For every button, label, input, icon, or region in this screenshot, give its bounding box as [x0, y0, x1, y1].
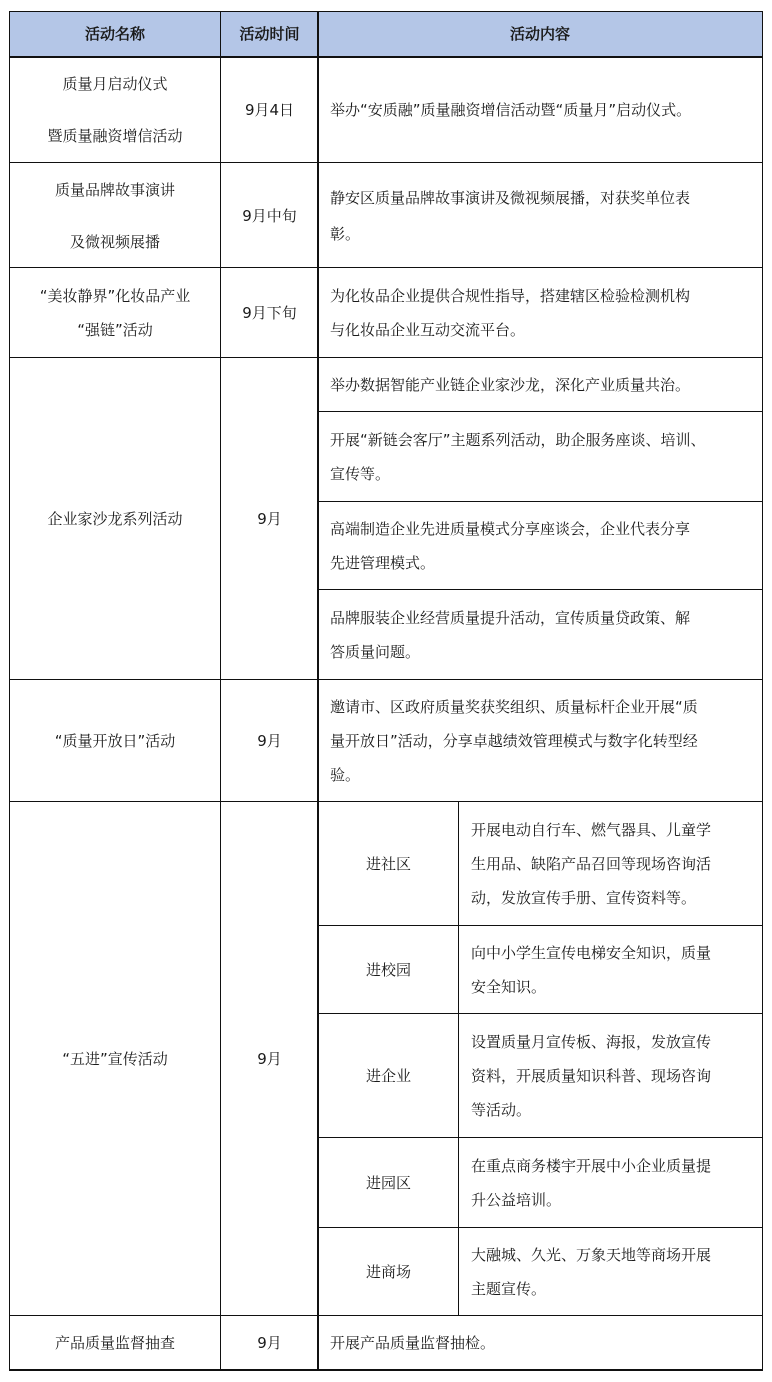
vline-right — [762, 11, 763, 1371]
row5-name: “质量开放日”活动 — [54, 732, 176, 750]
row6-sub5-label: 进商场 — [365, 1263, 411, 1281]
hline-r2 — [9, 267, 763, 268]
hline-r6b — [318, 1013, 763, 1014]
hline-r6c — [318, 1137, 763, 1138]
row5-content-line1: 邀请市、区政府质量奖获奖组织、质量标杆企业开展“质 — [330, 698, 698, 716]
row2-name — [9, 163, 221, 268]
row6-name: “五进”宣传活动 — [62, 1050, 168, 1068]
hline-top — [9, 11, 763, 12]
vline-col2 — [317, 11, 319, 1371]
row6-sub3-label: 进企业 — [365, 1067, 411, 1085]
vline-col1 — [220, 11, 221, 1371]
row2-content-line1: 静安区质量品牌故事演讲及微视频展播，对获奖单位表 — [330, 188, 691, 207]
row4-sub3-line2: 先进管理模式。 — [330, 554, 436, 572]
row1-content: 举办“安质融”质量融资增信活动暨“质量月”启动仪式。 — [330, 101, 692, 119]
row6-sub5-line2: 主题宣传。 — [471, 1280, 547, 1298]
hline-r6d — [318, 1227, 763, 1228]
row5-time: 9月 — [257, 732, 282, 750]
row7-time: 9月 — [257, 1334, 282, 1352]
row6-sub3-line3: 等活动。 — [471, 1101, 532, 1119]
hline-header — [9, 56, 763, 58]
hline-r6 — [9, 1315, 763, 1316]
row6-time: 9月 — [257, 1050, 282, 1068]
row6-sub4-content — [459, 1138, 762, 1228]
row2-content — [318, 163, 762, 268]
row4-sub2-line2: 宣传等。 — [330, 465, 391, 483]
row4-sub2 — [318, 412, 762, 502]
header-time: 活动时间 — [221, 11, 318, 57]
row3-name — [9, 268, 221, 358]
row6-sub2-content — [459, 926, 762, 1014]
row1-name-line2: 暨质量融资增信活动 — [47, 127, 183, 145]
row4-sub4 — [318, 590, 762, 680]
row6-sub2-line1: 向中小学生宣传电梯安全知识，质量 — [471, 944, 712, 962]
row7-content: 开展产品质量监督抽检。 — [330, 1334, 496, 1352]
row6-sub2-label: 进校园 — [365, 961, 411, 979]
hline-r4b — [318, 501, 763, 502]
row6-sub1-label: 进社区 — [365, 855, 411, 873]
row6-sub4-line2: 升公益培训。 — [471, 1191, 562, 1209]
row3-name-line2: “强链”活动 — [77, 321, 153, 339]
hline-r4 — [9, 679, 763, 680]
row6-sub3-line2: 资料，开展质量知识科普、现场咨询 — [471, 1067, 712, 1085]
row6-sub2-line2: 安全知识。 — [471, 978, 547, 996]
header-content: 活动内容 — [318, 11, 762, 57]
row6-sub4-line1: 在重点商务楼宇开展中小企业质量提 — [471, 1157, 712, 1175]
row2-content-line2: 彰。 — [330, 224, 361, 243]
row6-sub1-line3: 动，发放宣传手册、宣传资料等。 — [471, 889, 697, 907]
row6-sub5-content — [459, 1228, 762, 1316]
row6-sub1-content — [459, 802, 762, 926]
row6-sub5-line1: 大融城、久光、万象天地等商场开展 — [471, 1246, 712, 1264]
row3-content-line1: 为化妆品企业提供合规性指导，搭建辖区检验检测机构 — [330, 287, 691, 305]
vline-left — [9, 11, 10, 1371]
hline-r6a — [318, 925, 763, 926]
row3-content-line2: 与化妆品企业互动交流平台。 — [330, 321, 526, 339]
row1-name — [9, 57, 221, 163]
row4-sub4-line2: 答质量问题。 — [330, 643, 421, 661]
row6-sub1-line2: 生用品、缺陷产品召回等现场咨询活 — [471, 855, 712, 873]
hline-r5 — [9, 801, 763, 802]
row2-time: 9月中旬 — [242, 206, 297, 225]
row4-sub2-line1: 开展“新链会客厅”主题系列活动，助企服务座谈、培训、 — [330, 431, 706, 449]
row6-sub3-content — [459, 1014, 762, 1138]
hline-r4a — [318, 411, 763, 412]
row4-sub4-line1: 品牌服装企业经营质量提升活动，宣传质量贷政策、解 — [330, 609, 691, 627]
row5-content-line2: 量开放日”活动，分享卓越绩效管理模式与数字化转型经 — [330, 732, 698, 750]
row2-name-line1: 质量品牌故事演讲 — [54, 180, 175, 199]
row4-sub1: 举办数据智能产业链企业家沙龙，深化产业质量共治。 — [330, 376, 691, 394]
row2-name-line2: 及微视频展播 — [69, 232, 160, 251]
row4-sub3 — [318, 502, 762, 590]
header-name: 活动名称 — [9, 11, 221, 57]
row1-time: 9月4日 — [244, 101, 295, 119]
hline-r4c — [318, 589, 763, 590]
row3-name-line1: “美妆静界”化妆品产业 — [39, 287, 191, 305]
row3-time: 9月下旬 — [242, 304, 297, 322]
row4-time: 9月 — [257, 510, 282, 528]
row4-sub3-line1: 高端制造企业先进质量模式分享座谈会，企业代表分享 — [330, 520, 691, 538]
row6-sub1-line1: 开展电动自行车、燃气器具、儿童学 — [471, 821, 712, 839]
row5-content-line3: 验。 — [330, 766, 361, 784]
row3-content — [318, 268, 762, 358]
row6-sub4-label: 进园区 — [365, 1174, 411, 1192]
row4-name: 企业家沙龙系列活动 — [47, 510, 183, 528]
row5-content — [318, 680, 762, 802]
row7-name: 产品质量监督抽查 — [54, 1334, 175, 1352]
row1-name-line1: 质量月启动仪式 — [62, 75, 168, 93]
hline-r1 — [9, 162, 763, 163]
hline-bottom — [9, 1369, 763, 1371]
row6-sub3-line1: 设置质量月宣传板、海报，发放宣传 — [471, 1033, 712, 1051]
vline-sub — [458, 802, 459, 1316]
hline-r3 — [9, 357, 763, 358]
